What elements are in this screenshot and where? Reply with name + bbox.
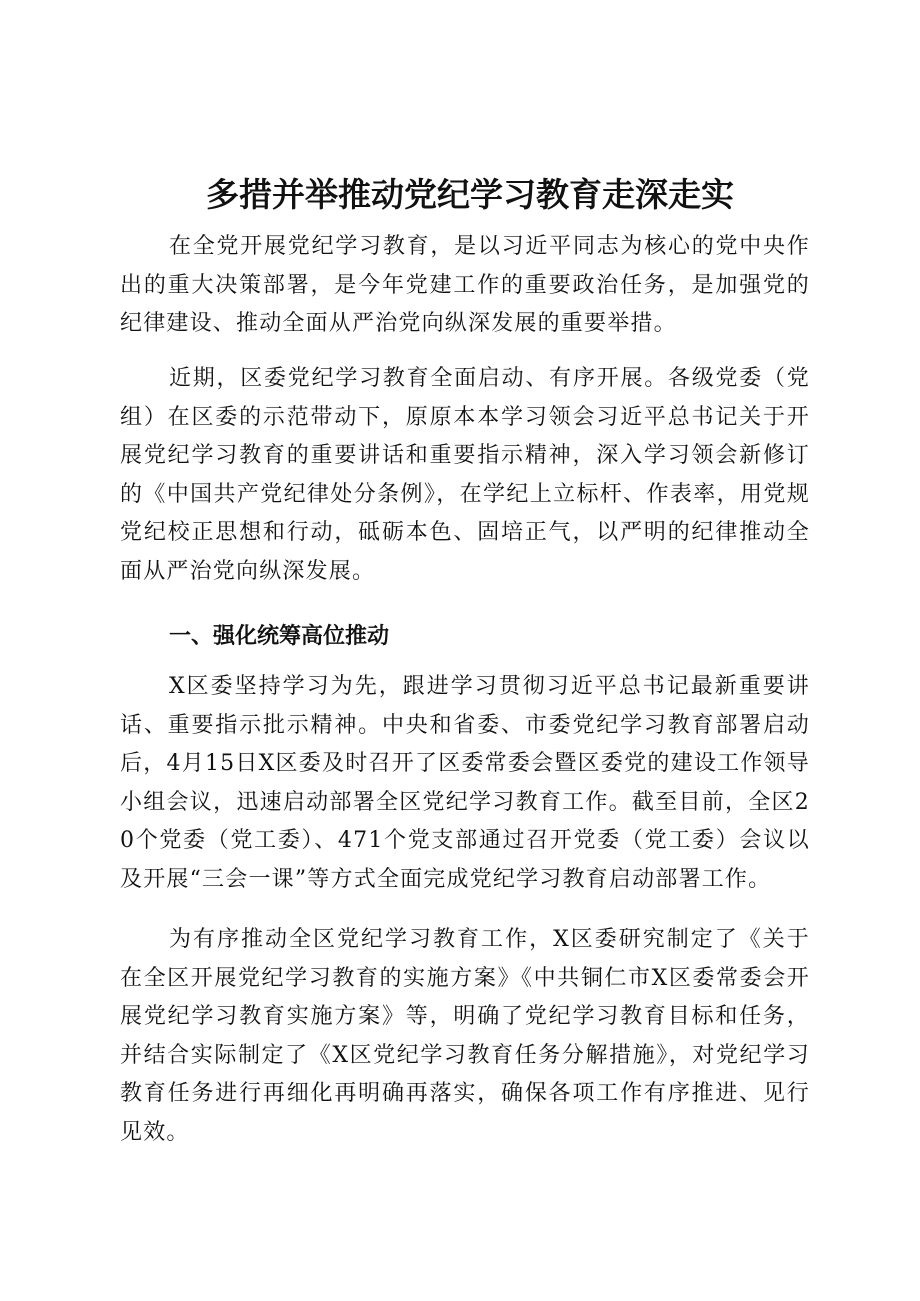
paragraph-section-1-b: 为有序推动全区党纪学习教育工作，X区委研究制定了《关于在全区开展党纪学习教育的实施方案》《中共铜仁市X区委常委会开展党纪学习教育实施方案》等，明确了党纪学习教育目标和任务，并结合实际制定了《X区党纪学习教育任务分解措施》，对党纪学习教育任务进行再细化再明确再落实，确保各项工作有序推进、见行见效。 (120, 927, 810, 1145)
paragraph-intro: 在全党开展党纪学习教育，是以习近平同志为核心的党中央作出的重大决策部署，是今年党建工作的重要政治任务，是加强党的纪律建设、推动全面从严治党向纵深发展的重要举措。 (120, 234, 810, 336)
paragraph-recent-progress: 近期，区委党纪学习教育全面启动、有序开展。各级党委（党组）在区委的示范带动下，原原本本学习领会习近平总书记关于开展党纪学习教育的重要讲话和重要指示精神，深入学习领会新修订的《中国共产党纪律处分条例》，在学纪上立标杆、作表率，用党规党纪校正思想和行动，砥砺本色、固培正气，以严明的纪律推动全面从严治党向纵深发展。 (120, 366, 810, 584)
paragraph-section-1-a: X区委坚持学习为先，跟进学习贯彻习近平总书记最新重要讲话、重要指示批示精神。中央和省委、市委党纪学习教育部署启动后，4月15日X区委及时召开了区委常委会暨区委党的建设工作领导小组会议，迅速启动部署全区党纪学习教育工作。截至目前，全区20个党委（党工委）、471个党支部通过召开党委（党工委）会议以及开展“三会一课”等方式全面完成党纪学习教育启动部署工作。 (120, 674, 810, 892)
section-heading-1: 一、强化统筹高位推动 (169, 624, 390, 649)
document-title: 多措并举推动党纪学习教育走深走实 (206, 175, 734, 214)
